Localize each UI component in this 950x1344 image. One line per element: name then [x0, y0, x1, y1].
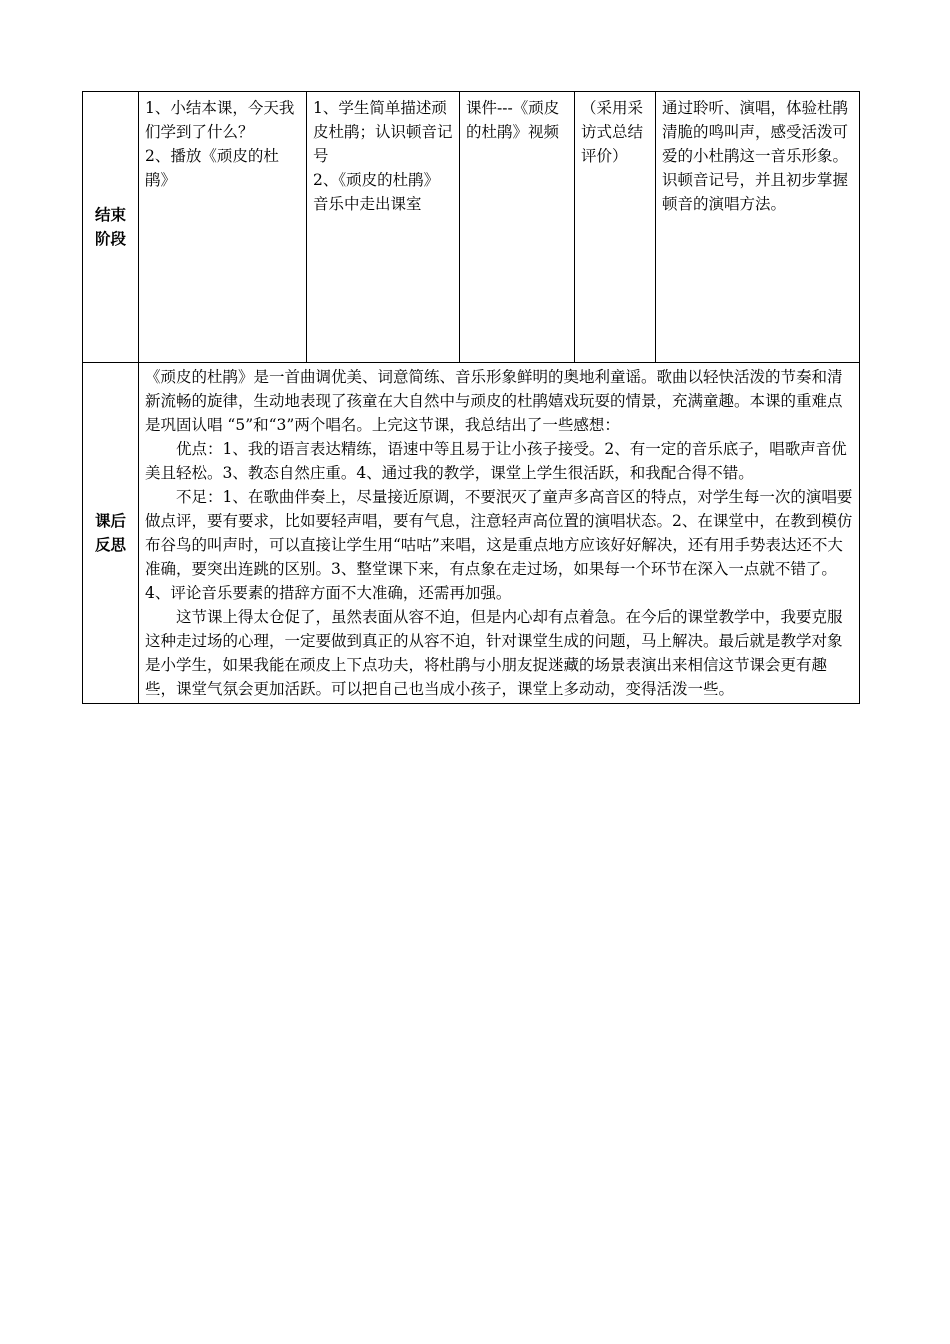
student-activity-item-2: 2、《顽皮的杜鹃》音乐中走出课室 [313, 171, 440, 213]
media-text: 课件---《顽皮的杜鹃》视频 [466, 99, 560, 141]
reflection-conclusion: 这节课上得太仓促了，虽然表面从容不迫，但是内心却有点着急。在今后的课堂教学中，我要克服这种走过场的心理，一定要做到真正的从容不迫，针对课堂生成的问题，马上解决。最后就是教学对象是小学生，如果我能在顽皮上下点功夫，将杜鹃与小朋友捉迷藏的场景表演出来相信这节课会更有趣些，课堂气氛会更加活跃。可以把自己也当成小孩子，课堂上多动动，变得活泼一些。 [145, 608, 843, 698]
teacher-activity-cell [139, 92, 307, 363]
media-cell [460, 92, 575, 363]
assessment-cell [575, 92, 656, 363]
assessment-text: （采用采访式总结评价） [581, 99, 644, 165]
ending-label-line2: 阶段 [94, 230, 126, 248]
ending-stage-row [83, 92, 860, 363]
teacher-activity-item-2: 2、播放《顽皮的杜鹃》 [145, 147, 279, 189]
reflection-shortcomings: 不足：1、在歌曲伴奏上，尽量接近原调，不要泯灭了童声多高音区的特点，对学生每一次的演唱要做点评，要有要求，比如要轻声唱，要有气息，注意轻声高位置的演唱状态。2、在课堂中，在教到模仿布谷鸟的叫声时，可以直接让学生用“咕咕”来唱，这是重点地方应该好好解决，还有用手势表达还不大准确，要突出连跳的区别。3、整堂课下来，有点象在走过场，如果每一个环节在深入一点就不错了。4、评论音乐要素的措辞方面不大准确，还需再加强。 [145, 488, 853, 602]
student-activity-cell [307, 92, 460, 363]
student-activity-item-1: 1、学生简单描述顽皮杜鹃；认识顿音记号 [313, 99, 453, 165]
goal-text: 通过聆听、演唱，体验杜鹃清脆的鸣叫声，感受活泼可爱的小杜鹃这一音乐形象。识顿音记号，并且初步掌握顿音的演唱方法。 [662, 99, 849, 213]
ending-label-line1: 结束 [94, 206, 126, 224]
reflection-advantages: 优点：1、我的语言表达精练，语速中等且易于让小孩子接受。2、有一定的音乐底子，唱歌声音优美且轻松。3、教态自然庄重。4、通过我的教学，课堂上学生很活跃，和我配合得不错。 [145, 440, 847, 482]
lesson-plan-table [82, 91, 860, 704]
reflection-label-line1: 课后 [94, 512, 126, 530]
reflection-label-line2: 反思 [94, 536, 126, 554]
teacher-activity-item-1: 1、小结本课，今天我们学到了什么？ [145, 99, 295, 141]
reflection-row [83, 363, 860, 704]
reflection-label [83, 363, 139, 704]
goal-cell [656, 92, 860, 363]
ending-stage-label [83, 92, 139, 363]
reflection-intro: 《顽皮的杜鹃》是一首曲调优美、词意简练、音乐形象鲜明的奥地利童谣。歌曲以轻快活泼的节奏和清新流畅的旋律，生动地表现了孩童在大自然中与顽皮的杜鹃嬉戏玩耍的情景，充满童趣。本课的重难点是巩固认唱 “5”和“3”两个唱名。上完这节课，我总结出了一些感想： [145, 368, 843, 434]
reflection-content-cell [139, 363, 860, 704]
